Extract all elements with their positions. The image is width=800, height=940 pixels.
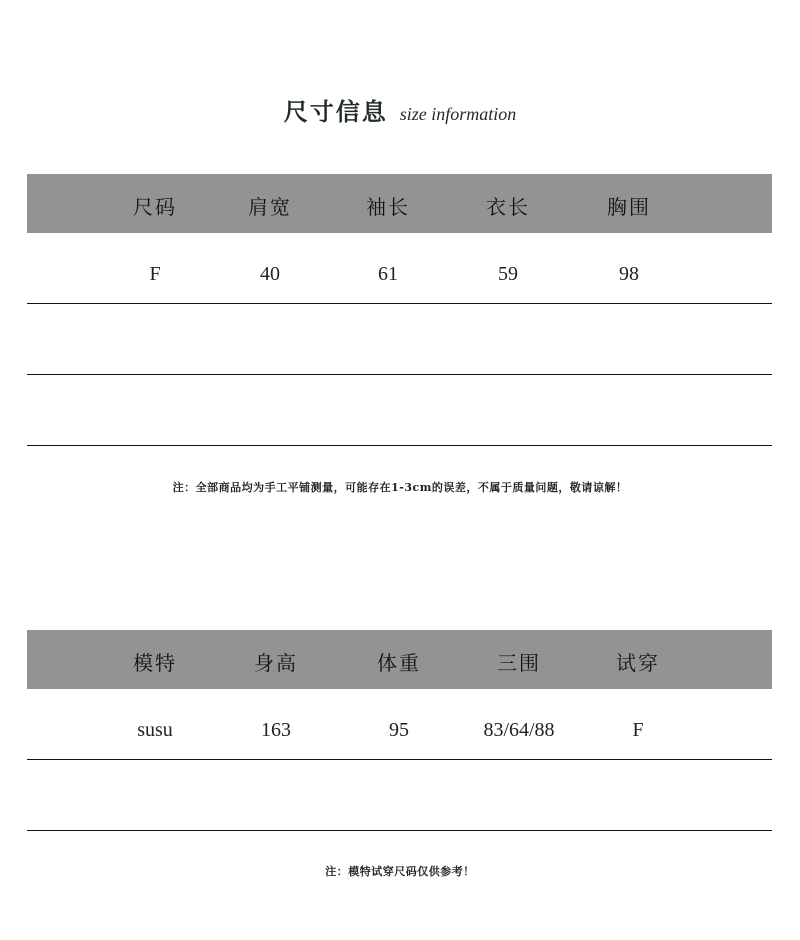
page-title [0, 92, 800, 127]
cell-shoulder: 40 [260, 263, 280, 285]
model-table [27, 630, 772, 831]
size-note: 注：全部商品均为手工平铺测量，可能存在1-3cm的误差，不属于质量问题，敬请谅解！ [172, 481, 628, 494]
column-header-size: 尺码 [133, 195, 177, 219]
cell-height: 163 [261, 719, 291, 741]
cell-chest: 98 [619, 263, 639, 285]
cell-sleeve: 61 [378, 263, 398, 285]
column-header-model: 模特 [133, 651, 177, 675]
cell-size: F [149, 263, 161, 285]
column-header-chest: 胸围 [607, 195, 651, 219]
size-table [27, 174, 772, 446]
column-header-weight: 体重 [377, 651, 421, 675]
table-row [27, 375, 772, 446]
column-header-tried-size: 试穿 [616, 651, 660, 675]
size-table-header [27, 174, 772, 233]
column-header-height: 身高 [254, 651, 298, 675]
column-header-measurements: 三围 [497, 651, 541, 675]
column-header-sleeve: 袖长 [366, 195, 410, 219]
column-header-length: 衣长 [486, 195, 530, 219]
table-row [27, 233, 772, 304]
model-note: 注：模特试穿尺码仅供参考！ [325, 865, 475, 878]
cell-length: 59 [498, 263, 518, 285]
model-table-header [27, 630, 772, 689]
table-row [27, 689, 772, 760]
cell-measurements: 83/64/88 [483, 719, 555, 741]
cell-weight: 95 [389, 719, 409, 741]
cell-model: susu [137, 719, 173, 741]
cell-tried-size: F [632, 719, 644, 741]
title-english: size information [399, 104, 517, 124]
title-chinese: 尺寸信息 [283, 97, 388, 126]
table-row [27, 760, 772, 831]
column-header-shoulder: 肩宽 [248, 195, 292, 219]
table-row [27, 304, 772, 375]
